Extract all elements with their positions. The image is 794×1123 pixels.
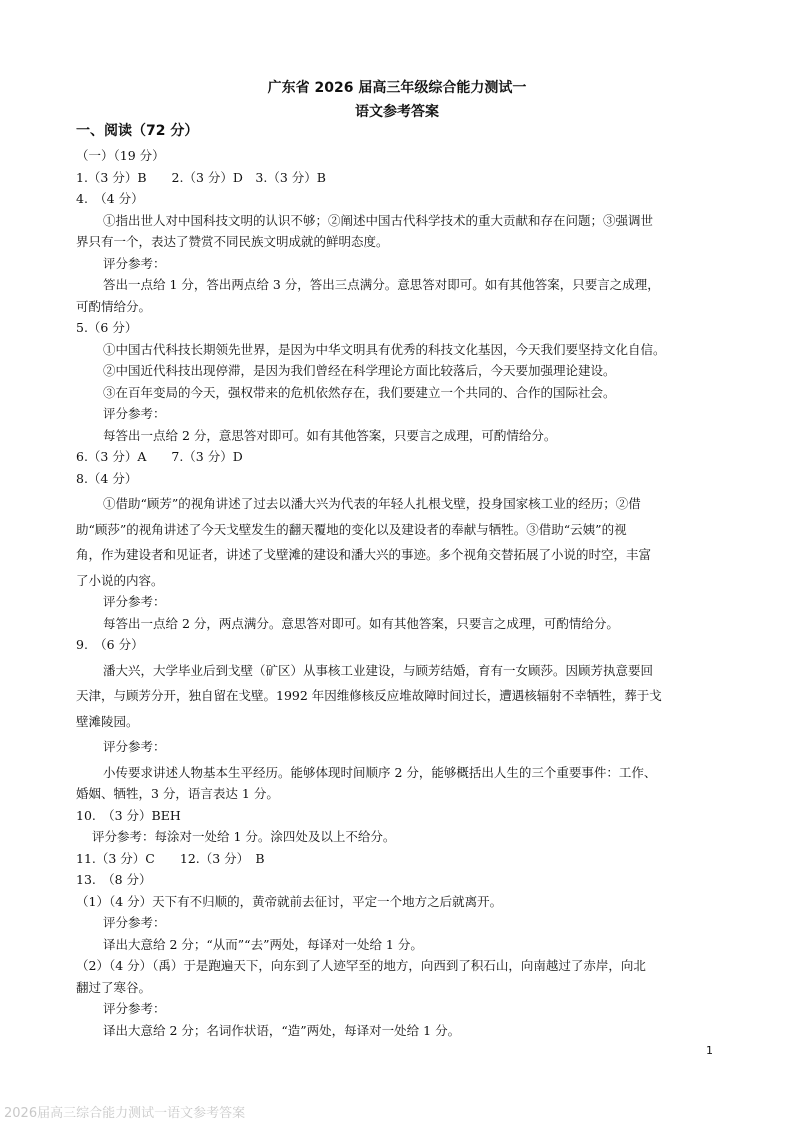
text-line: 1.（3 分）B 2.（3 分）D 3.（3 分）B (76, 169, 326, 185)
text-line: 13. （8 分） (76, 872, 152, 887)
text-line: 了小说的内容。 (76, 572, 164, 588)
text-line: 评分参考： (103, 255, 166, 271)
text-line: 小传要求讲述人物基本生平经历。能够体现时间顺序 2 分，能够概括出人生的三个重要事件：工作、 (103, 764, 657, 780)
text-line: 天津，与顾芳分开，独自留在戈壁。1992 年因维修核反应堆故障时间过长，遭遇核辐射不幸牺牲，葬于戈 (76, 688, 662, 703)
footer-watermark: 2026届高三综合能力测试一语文参考答案 (4, 1106, 246, 1121)
text-line: 6.（3 分）A 7.（3 分）D (76, 449, 243, 464)
text-line: ①借助“顾芳”的视角讲述了过去以潘大兴为代表的年轻人扎根戈壁，投身国家核工业的经历；②借 (103, 496, 641, 511)
answer-body (76, 145, 720, 1041)
text-line: 评分参考： (103, 406, 166, 421)
text-line: 译出大意给 2 分；“从而”“去”两处，每译对一处给 1 分。 (103, 936, 423, 952)
text-line: 评分参考： (103, 594, 166, 609)
text-line: ①指出世人对中国科技文明的认识不够；②阐述中国古代科学技术的重大贡献和存在问题；③强调世 (103, 212, 654, 228)
page-number: 1 (706, 1044, 713, 1057)
text-line: 评分参考：每涂对一处给 1 分。涂四处及以上不给分。 (92, 829, 396, 844)
text-line: 翻过了寒谷。 (76, 979, 152, 995)
document-title: 广东省 2026 届高三年级综合能力测试一 (267, 80, 527, 96)
text-line: 潘大兴，大学毕业后到戈壁（矿区）从事核工业建设，与顾芳结婚，育有一女顾莎。因顾芳执意要回 (103, 662, 654, 678)
section-heading: 一、阅读（72 分） (76, 123, 199, 139)
text-line: ①中国古代科技长期领先世界，是因为中华文明具有优秀的科技文化基因，今天我们要坚持文化自信。 (103, 341, 666, 357)
text-line: 壁滩陵园。 (76, 713, 139, 729)
text-line: 界只有一个，表达了赞赏不同民族文明成就的鲜明态度。 (76, 234, 389, 249)
text-line: 4. （4 分） (76, 191, 144, 206)
text-line: 每答出一点给 2 分，意思答对即可。如有其他答案，只要言之成理，可酌情给分。 (103, 427, 557, 443)
text-line: （2）（4 分）（禹）于是跑遍天下，向东到了人迹罕至的地方，向西到了积石山，向南越过了赤岸，向北 (76, 958, 646, 973)
text-line: 8.（4 分） (76, 470, 138, 486)
text-line: 评分参考： (103, 915, 166, 930)
text-line: 助“顾莎”的视角讲述了今天戈壁发生的翻天覆地的变化以及建设者的奉献与牺牲。③借助“云姨”的视 (76, 521, 627, 537)
text-line: 每答出一点给 2 分，两点满分。意思答对即可。如有其他答案，只要言之成理，可酌情给分。 (103, 615, 619, 631)
text-line: 9. （6 分） (76, 637, 144, 652)
text-line: （一）（19 分） (76, 148, 165, 163)
text-line: （1）（4 分）天下有不归顺的，黄帝就前去征讨，平定一个地方之后就离开。 (76, 893, 503, 909)
text-line: 评分参考： (103, 1001, 166, 1016)
text-line: 11.（3 分）C 12.（3 分） B (76, 850, 265, 866)
document-subtitle: 语文参考答案 (355, 104, 439, 120)
text-line: 可酌情给分。 (76, 298, 152, 314)
text-line: 评分参考： (103, 739, 166, 754)
text-line: 角，作为建设者和见证者，讲述了戈壁滩的建设和潘大兴的事迹。多个视角交替拓展了小说的时空，丰富 (76, 547, 652, 562)
text-line: 婚姻、牺牲，3 分，语言表达 1 分。 (76, 786, 279, 801)
text-line: 10. （3 分）BEH (76, 807, 181, 823)
text-line: ③在百年变局的今天，强权带来的危机依然存在，我们要建立一个共同的、合作的国际社会。 (103, 384, 616, 400)
text-line: 译出大意给 2 分；名词作状语，“造”两处，每译对一处给 1 分。 (103, 1022, 461, 1038)
text-line: 5.（6 分） (76, 320, 138, 335)
text-line: ②中国近代科技出现停滞，是因为我们曾经在科学理论方面比较落后，今天要加强理论建设。 (103, 363, 616, 378)
text-line: 答出一点给 1 分，答出两点给 3 分，答出三点满分。意思答对即可。如有其他答案，只要言之成理， (103, 277, 660, 292)
